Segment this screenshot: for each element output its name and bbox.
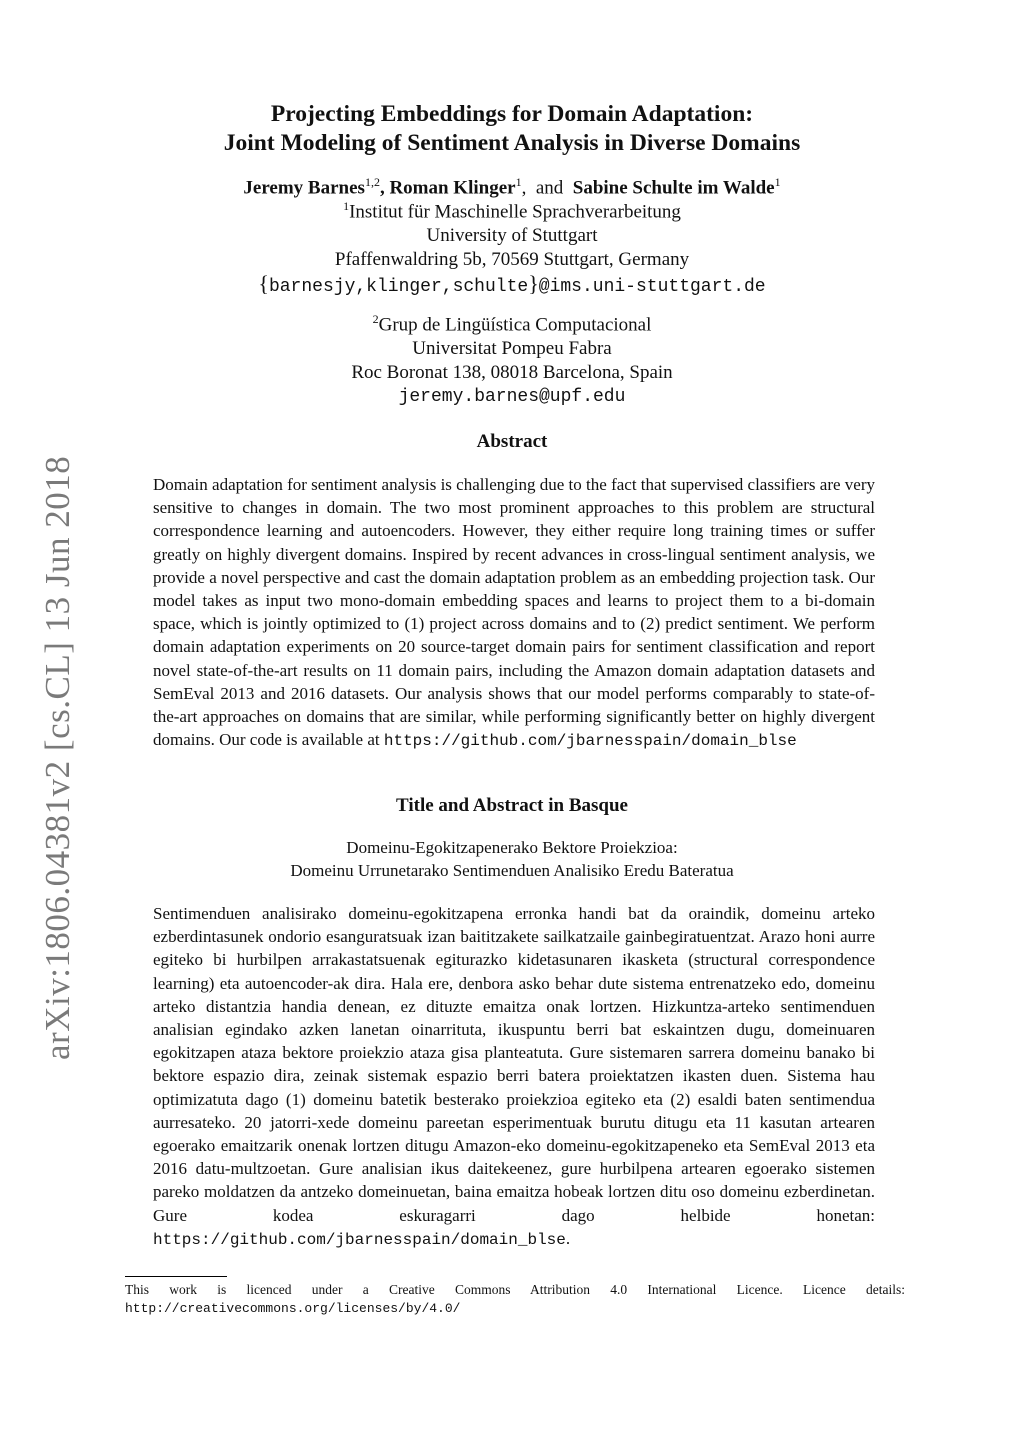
paper-title	[0, 100, 1024, 158]
basque-abstract-body	[153, 902, 875, 1252]
footnote-text: This work is licenced under a Creative Commons Attribution 4.0 International Licence. Licence details:	[125, 1282, 905, 1297]
abstract-code-link[interactable]: https://github.com/jbarnesspain/domain_blse	[383, 732, 797, 751]
footnote-divider	[125, 1276, 227, 1277]
affiliation-address: Pfaffenwaldring 5b, 70569 Stuttgart, Germany	[334, 249, 690, 271]
affiliation-mark: 2	[372, 312, 379, 326]
basque-title	[0, 836, 1024, 882]
abstract-heading: Abstract	[476, 431, 548, 452]
basque-abstract-text: Sentimenduen analisirako domeinu-egokitzapena erronka handi bat da oraindik, domeinu arteko ezberdintasunek ondorio esanguratsuak izan baititzakete sailkatzaile gainbegiratuentzat. Arazo honi aurre egiteko bi hurbilpen arrakastatsuenak egiturazko kidetasunaren ikasketa (structural correspondence learning) eta autoencoder-ak dira. Hala ere, denbora asko behar dute sistema entrenatzeko edo, domeinu arteko distantzia handia denean, ez dituzte emaitza onak lortzen. Hizkuntza-arteko sentimenduen analisian egindako azken lanetan oinarrituta, ikuspuntu berri bat eskaintzen dugu, domeinuaren egokitzapen ataza bektore proiekzio ataza gisa planteatuta. Gure sistemaren sarrera domeinu banako bi bektore espazio dira, zeinak sistemak espazio berri batera proiektatzen ikasten duen. Sistema hau optimizatuta dago (1) domeinu batetik besterako proiekzioa egiteko eta (2) esaldi baten sentimendua aurresateko. 20 jatorri-xede domeinu pareetan esperimentuak burutu ditugu eta 11 kasutan artearen egoerako emaitzarik onenak lortzen ditugu Amazon-eko domeinu-egokitzapeneko eta SemEval 2013 eta 2016 datu-multzoetan. Gure analisian ikus daitekeenez, gure hurbilpena artearen egoerako sistemen pareko moldatzen da antzeko domeinuetan, baina emaitza hobeak lortzen ditu oso domeinu ezberdinetan. Gure kodea eskuragarri dago helbide honetan:	[153, 904, 875, 1225]
author-name: Roman Klinger	[389, 177, 516, 199]
affiliation-institute: Institut für Maschinelle Sprachverarbeitung	[349, 201, 681, 223]
author-name: Sabine Schulte im Walde	[572, 177, 775, 199]
author-affiliation-mark: 1	[774, 175, 781, 189]
affiliation-block-2	[0, 307, 1024, 409]
affiliation-mark: 1	[343, 199, 350, 213]
title-line-1: Projecting Embeddings for Domain Adaptation:	[270, 101, 754, 127]
affiliation-email[interactable]: jeremy.barnes@upf.edu	[398, 387, 626, 408]
basque-code-link[interactable]: https://github.com/jbarnesspain/domain_blse	[153, 1230, 566, 1249]
affiliation-university: Universitat Pompeu Fabra	[412, 338, 612, 360]
basque-section-heading: Title and Abstract in Basque	[396, 795, 628, 816]
author-list: Jeremy Barnes$^{1,2}$, Roman Klinger$^1$, and Sabine Schulte im Walde$^1$	[243, 175, 781, 199]
abstract-body	[153, 473, 875, 753]
license-footnote	[125, 1281, 905, 1318]
affiliation-email[interactable]: {barnesjy,klinger,schulte}@ims.uni-stuttgart.de	[258, 271, 766, 298]
arxiv-identifier: arXiv:1806.04381v2 [cs.CL] 13 Jun 2018	[38, 455, 77, 1060]
title-line-2: Joint Modeling of Sentiment Analysis in Diverse Domains	[223, 130, 801, 156]
affiliation-block-1	[0, 194, 1024, 299]
author-affiliation-mark: 1	[515, 175, 522, 189]
affiliation-group: Grup de Lingüística Computacional	[378, 314, 652, 336]
basque-title-line-1: Domeinu-Egokitzapenerako Bektore Proiekzioa:	[346, 838, 678, 857]
affiliation-university: University of Stuttgart	[426, 225, 598, 247]
basque-abstract-end: .	[565, 1228, 571, 1248]
abstract-text: Domain adaptation for sentiment analysis is challenging due to the fact that supervised classifiers are very sensitive to changes in domain. The two most prominent approaches to this problem are structural correspondence learning and autoencoders. However, they either require long training times or suffer greatly on highly divergent domains. Inspired by recent advances in cross-lingual sentiment analysis, we provide a novel perspective and cast the domain adaptation problem as an embedding projection task. Our model takes as input two mono-domain embedding spaces and learns to project them to a bi-domain space, which is jointly optimized to (1) project across domains and to (2) predict sentiment. We perform domain adaptation experiments on 20 source-target domain pairs for sentiment classification and report novel state-of-the-art results on 11 domain pairs, including the Amazon domain adaptation datasets and SemEval 2013 and 2016 datasets. Our analysis shows that our model performs comparably to state-of-the-art approaches on domains that are similar, while performing significantly better on highly divergent domains. Our code is available at	[153, 475, 875, 750]
affiliation-address: Roc Boronat 138, 08018 Barcelona, Spain	[351, 362, 673, 384]
author-affiliation-mark: 1,2	[364, 175, 380, 189]
license-link[interactable]: http://creativecommons.org/licenses/by/4.0/	[125, 1301, 461, 1316]
author-name: Jeremy Barnes	[243, 177, 365, 199]
author-conjunction: and	[535, 177, 564, 199]
basque-title-line-2: Domeinu Urrunetarako Sentimenduen Analisiko Eredu Bateratua	[290, 861, 734, 880]
